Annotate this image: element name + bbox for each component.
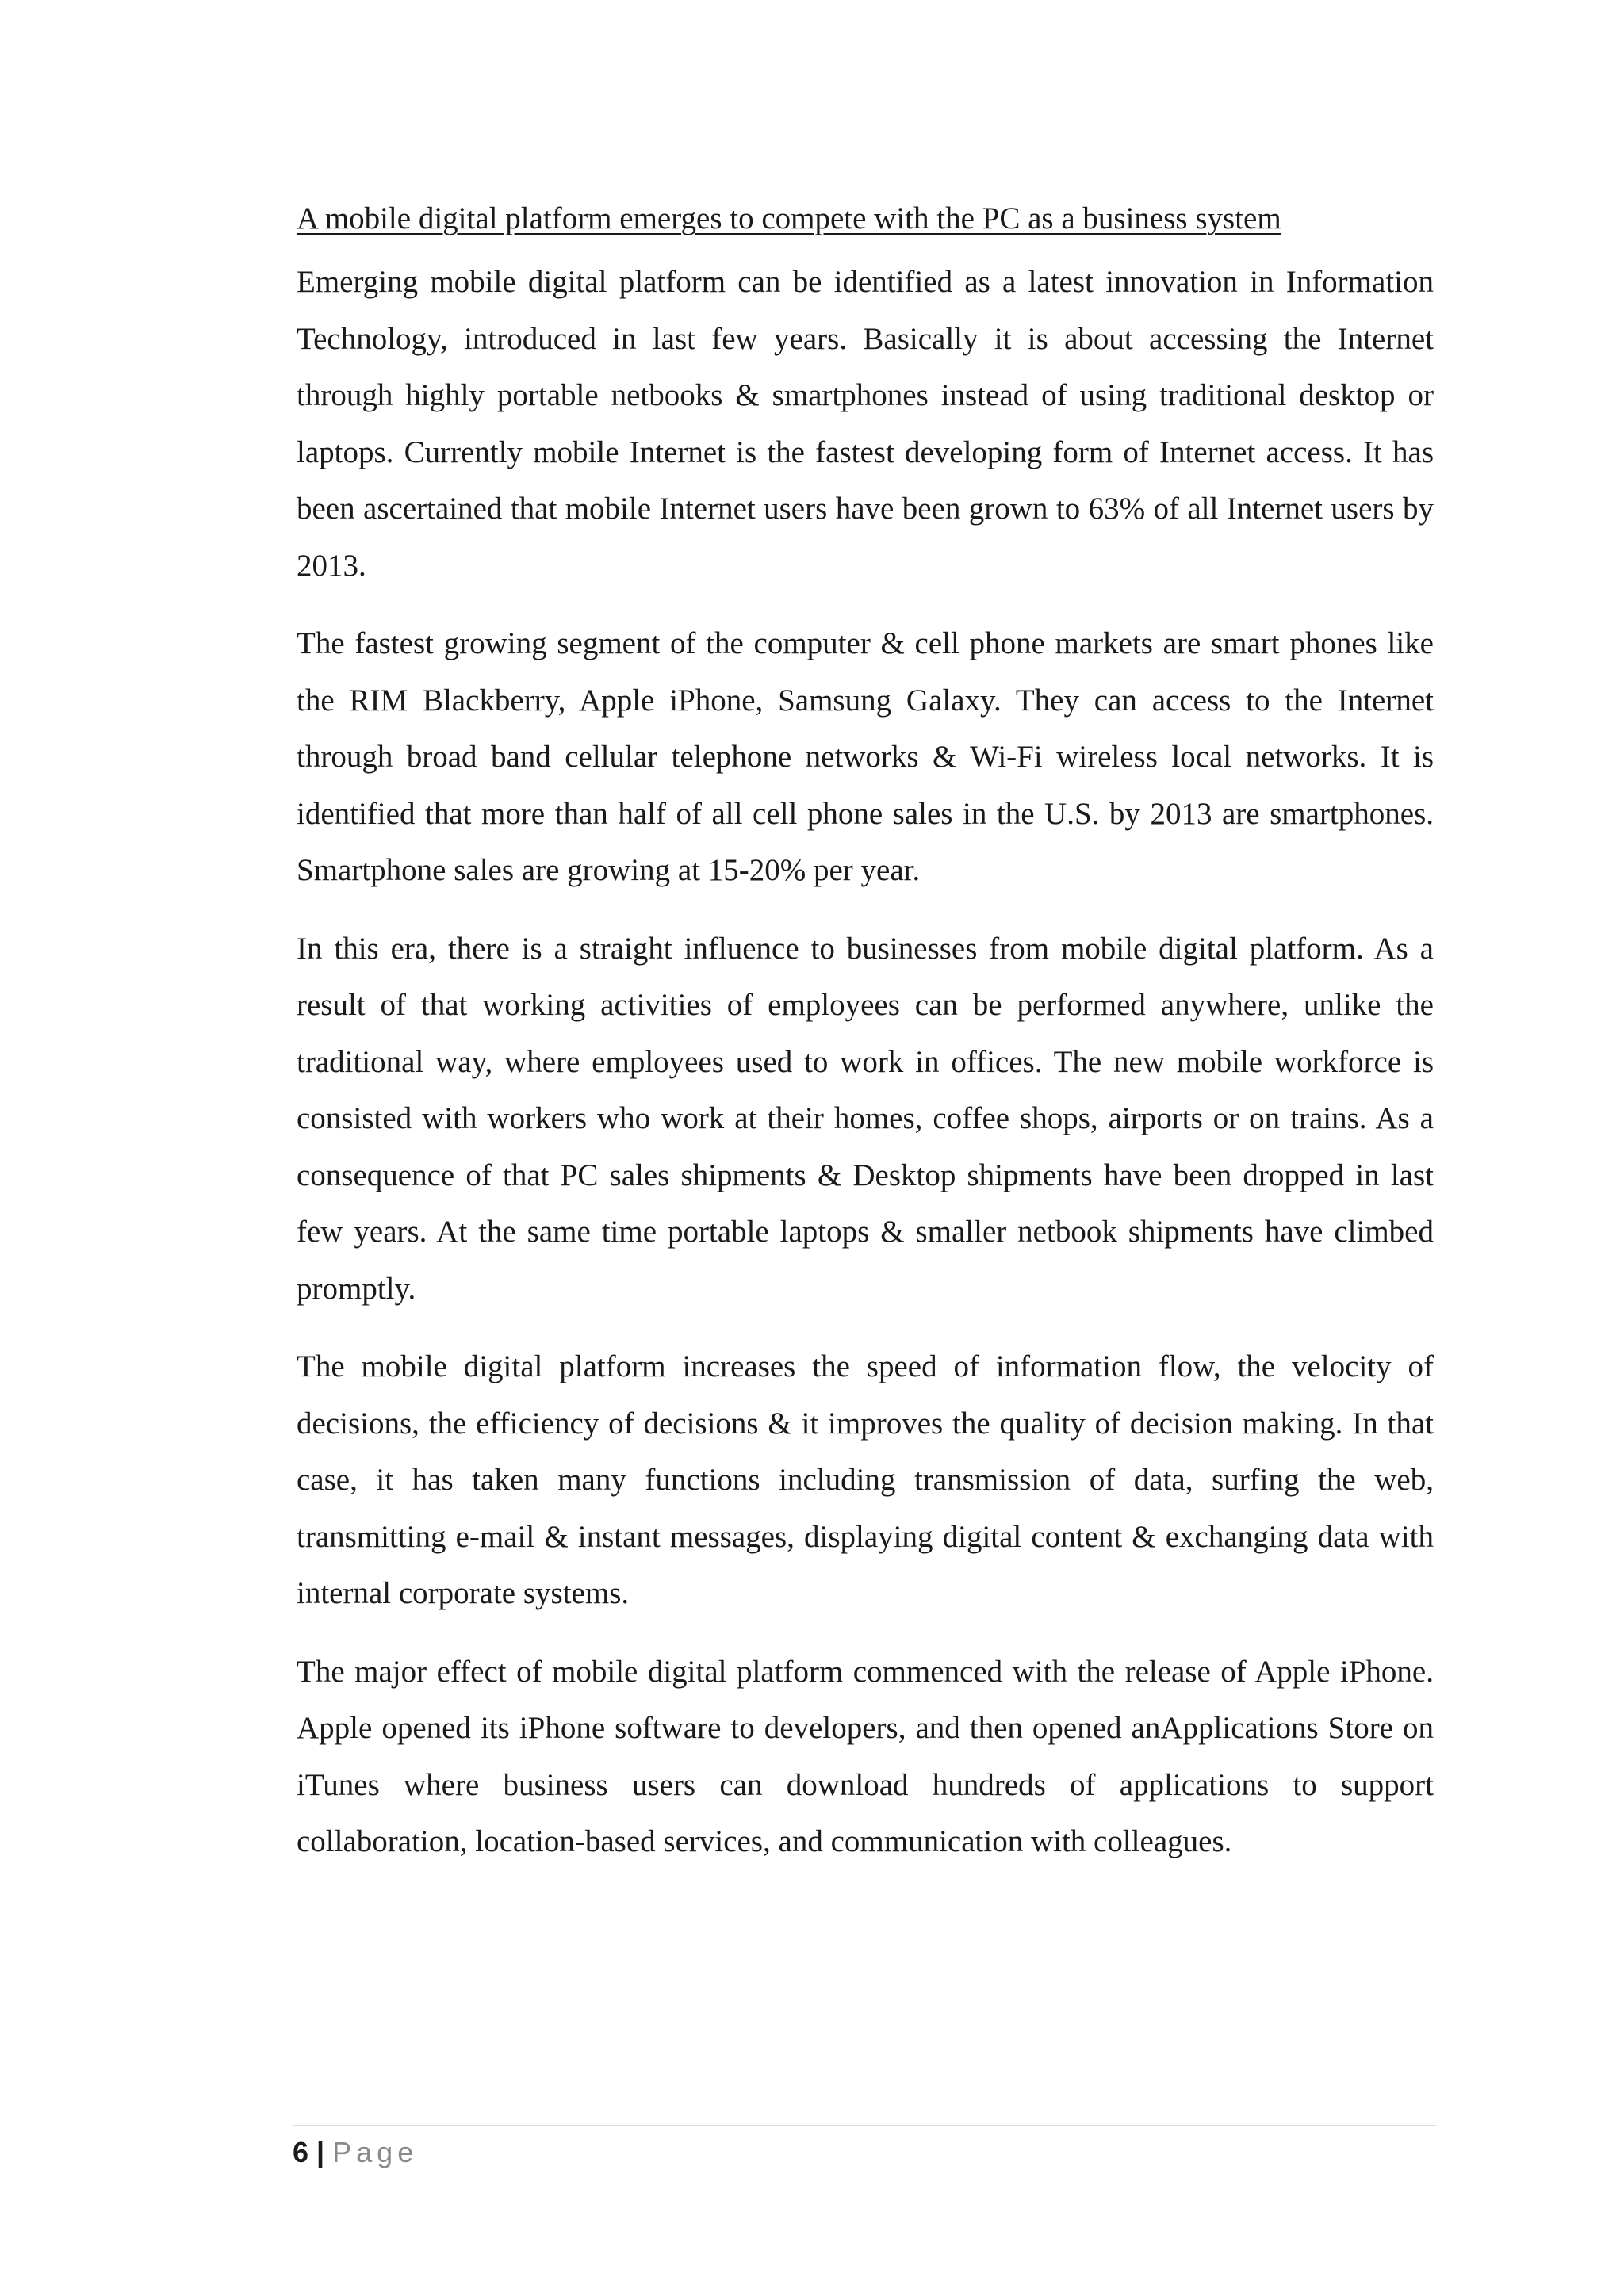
page-label: Page [332,2136,419,2168]
paragraph-2: The fastest growing segment of the computer & cell phone markets are smart phones like the RIM Blackberry, Apple iPhone, Samsung Galaxy. They can access to the Internet through broad band cellular telephone networks & Wi-Fi wireless local networks. It is identified that more than half of all cell phone sales in the U.S. by 2013 are smartphones. Smartphone sales are growing at 15-20% per year. [297,626,1434,887]
page-number: 6 [293,2136,309,2168]
paragraph-3: In this era, there is a straight influence to businesses from mobile digital platform. As a result of that working activities of employees can be performed anywhere, unlike the traditional way, where employees used to work in offices. The new mobile workforce is consisted with workers who work at their homes, coffee shops, airports or on trains. As a consequence of that PC sales shipments & Desktop shipments have been dropped in last few years. At the same time portable laptops & smaller netbook shipments have climbed promptly. [297,931,1434,1306]
page-footer [293,2125,1436,2172]
paragraph-5: The major effect of mobile digital platform commenced with the release of Apple iPhone. Apple opened its iPhone software to developers, and then opened anApplications Store on iTunes where business users can download hundreds of applications to support collaboration, location-based services, and communication with colleagues. [297,1654,1434,1858]
section-heading: A mobile digital platform emerges to compete with the PC as a business system [297,201,1281,235]
footer-separator: | [316,2136,325,2168]
paragraph-4: The mobile digital platform increases the speed of information flow, the velocity of decisions, the efficiency of decisions & it improves the quality of decision making. In that case, it has taken many functions including transmission of data, surfing the web, transmitting e-mail & instant messages, displaying digital content & exchanging data with internal corporate systems. [297,1349,1434,1610]
page-content [297,190,1434,1892]
paragraph-1: Emerging mobile digital platform can be identified as a latest innovation in Information Technology, introduced in last few years. Basically it is about accessing the Internet through highly portable netbooks & smartphones instead of using traditional desktop or laptops. Currently mobile Internet is the fastest developing form of Internet access. It has been ascertained that mobile Internet users have been grown to 63% of all Internet users by 2013. [297,265,1434,583]
